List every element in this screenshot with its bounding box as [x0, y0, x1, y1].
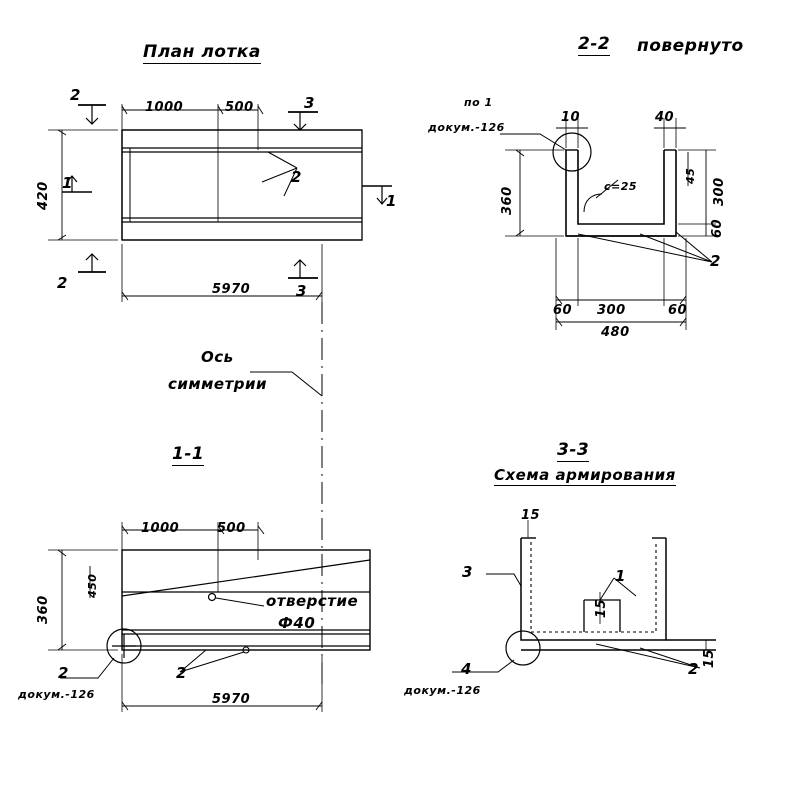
- section-11-hole-dia: Ф40: [278, 614, 316, 632]
- plan-rebar-mark-2: 2: [291, 168, 302, 186]
- plan-view-title: План лотка: [143, 42, 261, 62]
- section-11-dim-total: 5970: [212, 692, 251, 707]
- plan-dim-total: 5970: [212, 282, 251, 297]
- plan-dim-420: 420: [36, 181, 51, 210]
- section-22-note: повернуто: [637, 36, 744, 56]
- axis-label-line2: симметрии: [168, 375, 268, 393]
- section-22-dim-480: 480: [601, 325, 630, 340]
- plan-section-mark-3-bottom: 3: [296, 282, 307, 300]
- plan-section-mark-1-left: 1: [62, 174, 73, 192]
- section-33-dim-15-top: 15: [521, 508, 541, 523]
- section-11-dim-1000: 1000: [141, 521, 180, 536]
- plan-section-mark-2-top: 2: [70, 86, 81, 104]
- section-11-hole-label: отверстие: [266, 592, 359, 610]
- section-22-dim-300: 300: [712, 177, 727, 206]
- section-22-dim-45: 45: [684, 167, 697, 184]
- section-33-title: 3-3: [557, 440, 590, 460]
- section-11-title: 1-1: [172, 444, 205, 464]
- section-33-mark-2: 2: [688, 660, 699, 678]
- section-22-ref-line1: по 1: [464, 96, 493, 109]
- plan-section-mark-1-right: 1: [386, 192, 397, 210]
- section-33-dim-15-bottom: 15: [702, 648, 717, 668]
- plan-dim-1000: 1000: [145, 100, 184, 115]
- section-22-dim-300-bottom: 300: [597, 303, 626, 318]
- section-33-doc-note: докум.-126: [404, 684, 481, 697]
- section-33-mark-4: 4: [461, 660, 472, 678]
- section-33-dim-15-mid: 15: [594, 598, 609, 618]
- section-22-dim-40: 40: [655, 110, 675, 125]
- section-33-mark-3: 3: [462, 563, 473, 581]
- section-33-mark-1: 1: [615, 567, 626, 585]
- section-22-dim-10: 10: [561, 110, 581, 125]
- section-11-dim-360: 360: [36, 595, 51, 624]
- section-22-title: 2-2: [578, 34, 611, 54]
- section-11-rebar-mark-2-left: 2: [58, 664, 69, 682]
- plan-dim-500: 500: [225, 100, 254, 115]
- axis-label-line1: Ось: [201, 348, 234, 366]
- plan-section-mark-3-top: 3: [304, 94, 315, 112]
- section-33-subtitle: Схема армирования: [494, 466, 676, 484]
- section-22-dim-60-left: 60: [553, 303, 573, 318]
- section-22-rebar-mark-2: 2: [710, 252, 721, 270]
- section-11-dim-500: 500: [217, 521, 246, 536]
- section-11-rebar-mark-2-mid: 2: [176, 664, 187, 682]
- section-22-fillet-c25: c=25: [604, 180, 638, 193]
- section-22-dim-60-right: 60: [668, 303, 688, 318]
- section-22-ref-line2: докум.-126: [428, 121, 505, 134]
- section-11-doc-note: докум.-126: [18, 688, 95, 701]
- section-22-dim-360: 360: [500, 186, 515, 215]
- plan-section-mark-2-bottom: 2: [57, 274, 68, 292]
- section-22-dim-60: 60: [710, 218, 725, 238]
- section-11-dim-450: 450: [86, 573, 99, 598]
